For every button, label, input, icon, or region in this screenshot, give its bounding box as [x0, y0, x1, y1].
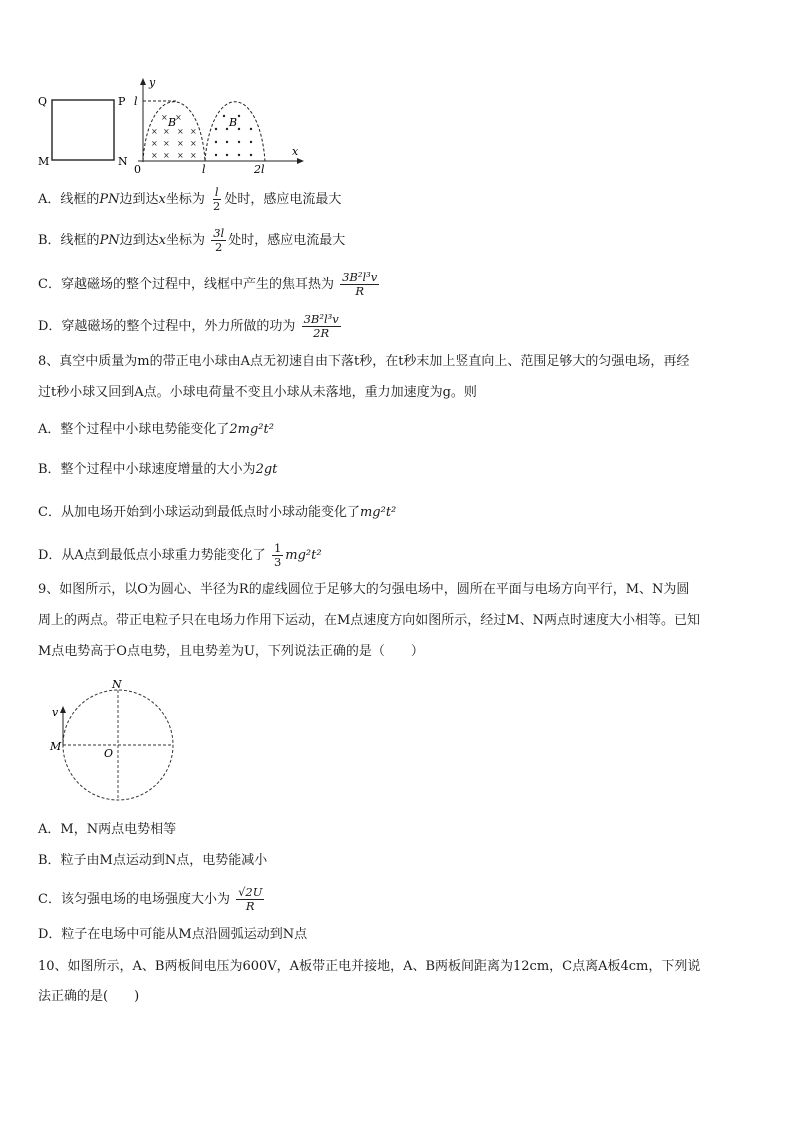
svg-text:×: × — [151, 139, 158, 148]
q8-option-a: A．整个过程中小球电势能变化了2mg²t² — [38, 422, 274, 437]
field-boundary-right — [205, 102, 265, 161]
square-loop — [52, 100, 114, 160]
x-tick-2l: 2l — [254, 163, 265, 174]
field-label-B1: B — [168, 116, 177, 129]
q9-stem-line3: M点电势高于O点电势，且电势差为U，下列说法正确的是（ ） — [38, 644, 424, 659]
fraction: $\frac{√2U}{R}$ — [238, 885, 263, 913]
q7-option-a: A．线框的PN边到达x坐标为 $\frac{l}{2}$ 处时，感应电流最大 — [38, 185, 342, 213]
label-O: O — [104, 747, 114, 760]
label-Q: Q — [38, 95, 48, 108]
x-axis-arrow — [297, 158, 304, 164]
svg-text:×: × — [177, 151, 184, 160]
y-axis-label: y — [149, 76, 156, 89]
svg-text:×: × — [177, 127, 184, 136]
figure-circle-field — [44, 676, 204, 804]
q10-stem-line2: 法正确的是( ) — [38, 989, 140, 1004]
svg-text:×: × — [161, 113, 168, 122]
y-axis-arrow — [140, 78, 146, 85]
origin-label: 0 — [134, 163, 141, 174]
label-M: M — [50, 740, 62, 753]
svg-text:×: × — [151, 127, 158, 136]
label-N: N — [118, 155, 128, 168]
x-axis-label: x — [292, 145, 299, 158]
q8-stem-line2: 过t秒小球又回到A点。小球电荷量不变且小球从未落地，重力加速度为g。则 — [38, 385, 477, 400]
svg-text:×: × — [177, 139, 184, 148]
y-tick-l: l — [134, 95, 138, 108]
svg-text:×: × — [163, 127, 170, 136]
svg-text:×: × — [151, 151, 158, 160]
q9-stem-line1: 9、如图所示，以O为圆心、半径为R的虚线圆位于足够大的匀强电场中，圆所在平面与电场方向平行，M、N为圆 — [38, 582, 690, 597]
label-P: P — [118, 95, 126, 108]
q9-option-b: B．粒子由M点运动到N点，电势能减小 — [38, 853, 268, 868]
q9-option-d: D．粒子在电场中可能从M点沿圆弧运动到N点 — [38, 927, 308, 942]
q8-option-c: C．从加电场开始到小球运动到最低点时小球动能变化了mg²t² — [38, 505, 397, 520]
fraction: $\frac{\text{3B²l³v}}{2R}$ — [303, 312, 339, 340]
fraction: $\frac{l}{2}$ — [213, 185, 221, 213]
q9-stem-line2: 周上的两点。带正电粒子只在电场力作用下运动，在M点速度方向如图所示，经过M、N两点时速度大小相等。已知 — [38, 613, 700, 628]
q9-option-a: A．M，N两点电势相等 — [38, 822, 177, 837]
q8-stem-line1: 8、真空中质量为m的带正电小球由A点无初速自由下落t秒，在t秒末加上竖直向上、范围足够大的匀强电场，再经 — [38, 354, 690, 369]
svg-text:×: × — [163, 151, 170, 160]
q8-option-b: B．整个过程中小球速度增量的大小为2gt — [38, 462, 278, 477]
x-tick-l: l — [202, 163, 206, 174]
svg-text:×: × — [190, 151, 197, 160]
q7-option-c: C．穿越磁场的整个过程中，线框中产生的焦耳热为 $\frac{\text{3B²l³v}}{R}$ — [38, 270, 378, 298]
label-M: M — [38, 155, 50, 168]
q9-option-c: C．该匀强电场的电场强度大小为 $\frac{√2U}{R}$ — [38, 885, 263, 913]
label-v: v — [52, 706, 59, 719]
svg-text:×: × — [190, 139, 197, 148]
svg-text:×: × — [175, 113, 182, 122]
fraction: $\frac{3l}{2}$ — [213, 226, 225, 254]
velocity-arrowhead — [60, 706, 66, 713]
fraction: $\frac{\text{3B²l³v}}{R}$ — [342, 270, 378, 298]
q7-option-b: B．线框的PN边到达x坐标为 $\frac{3l}{2}$ 处时，感应电流最大 — [38, 226, 346, 254]
svg-text:×: × — [190, 127, 197, 136]
q7-option-d: D．穿越磁场的整个过程中，外力所做的功为 $\frac{\text{3B²l³v}}{2R}$ — [38, 312, 339, 340]
label-N: N — [112, 678, 122, 691]
q10-stem-line1: 10、如图所示，A、B两板间电压为600V，A板带正电并接地，A、B两板间距离为12cm，C点离A板4cm，下列说 — [38, 959, 701, 974]
field-label-B2: B — [229, 116, 238, 129]
fraction: $\frac{1}{3}$ — [273, 541, 282, 569]
q8-option-d: D．从A点到最低点小球重力势能变化了 $\frac{1}{3}$ mg²t² — [38, 541, 322, 569]
figure-loop-and-field — [30, 74, 320, 174]
svg-text:×: × — [163, 139, 170, 148]
